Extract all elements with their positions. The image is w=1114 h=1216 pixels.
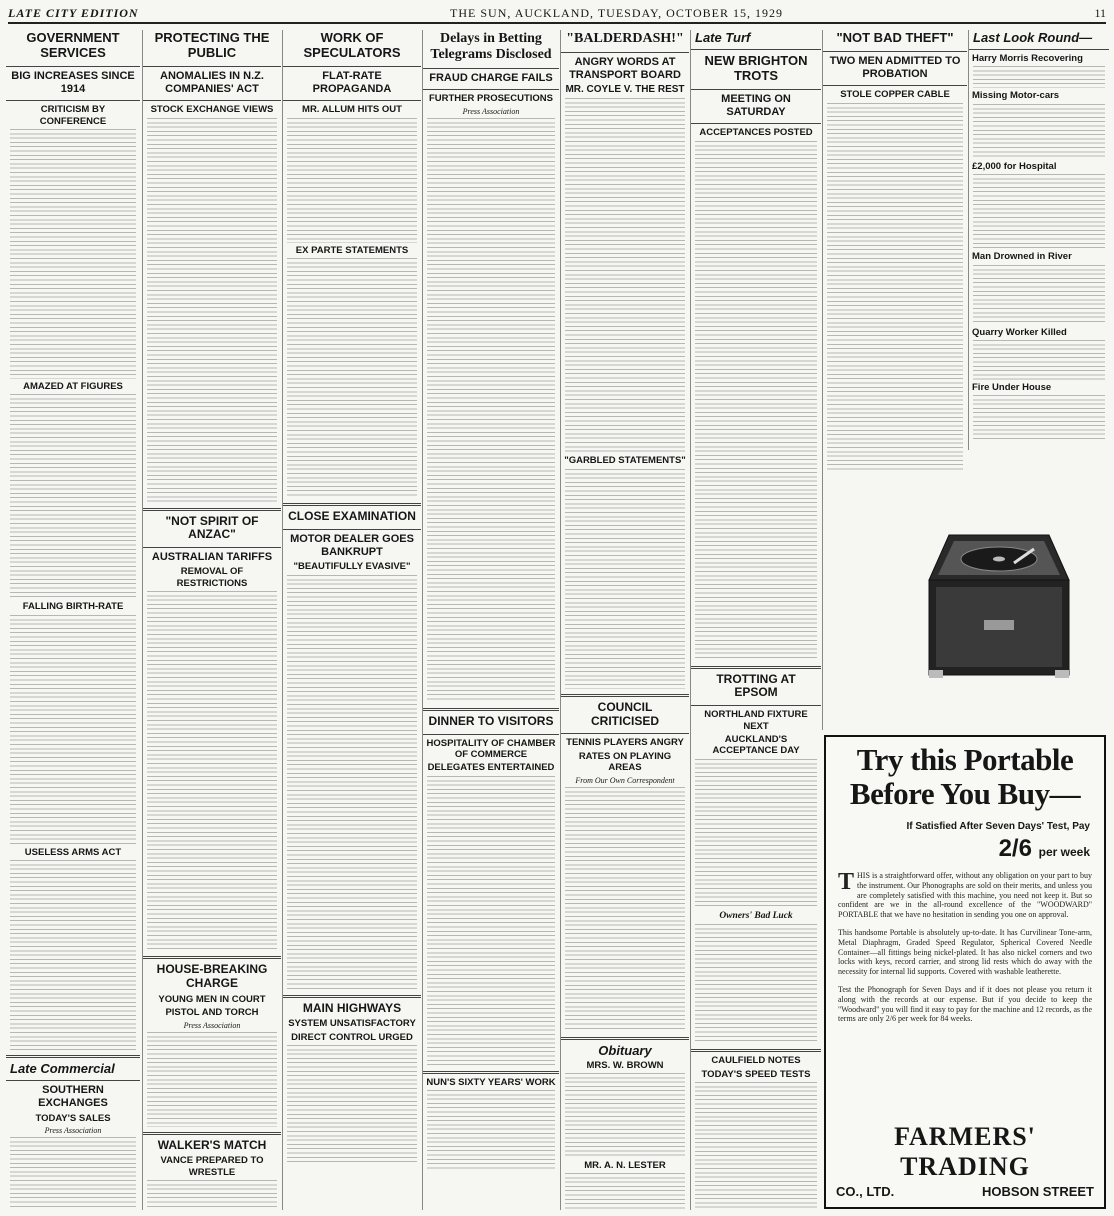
news-item-text [973, 104, 1105, 159]
drop-cap: T [838, 869, 855, 895]
headline: DINNER TO VISITORS [428, 713, 554, 728]
acceptance-lists [695, 141, 817, 661]
article-text [147, 1180, 277, 1210]
company-suffix: CO., LTD. [836, 1184, 895, 1199]
edition-label: LATE CITY EDITION [8, 5, 139, 20]
article-text [565, 1073, 685, 1158]
article-text [565, 787, 685, 1032]
subheadline: MOTOR DEALER GOES BANKRUPT [290, 532, 414, 559]
page-number: 11 [1094, 5, 1106, 20]
ad-paragraph: Test the Phonograph for Seven Days and if it does not please you return it along with the records at our expense. But if you decide to keep the "Woodward" you will find it easy to pay for the machine and 12 records, as the terms are only 2/6 per week for 84 weeks. [838, 984, 1092, 1024]
subheadline: AUCKLAND'S ACCEPTANCE DAY [712, 734, 800, 757]
headline: CLOSE EXAMINATION [288, 509, 416, 524]
ad-paragraph: This handsome Portable is absolutely up-to-date. It has Curvilinear Tone-arm, Metal Diaphragm, Graded Speed Regulator, Spherical Covered Needle Container—all fittings being nickel-plated. It has also nickel corners and two locks with keys, record carrier, and strong lid rests which do away with the necessity for internal lid supports. Covered with washable leatherette. [838, 927, 1092, 977]
subheadline: MEETING ON SATURDAY [721, 92, 791, 119]
ad-price [840, 835, 1090, 863]
article-text [695, 924, 817, 1044]
subheadline: FURTHER PROSECUTIONS [428, 93, 554, 105]
byline: Press Association [44, 1125, 102, 1135]
subheadline: ANGRY WORDS AT TRANSPORT BOARD [569, 56, 681, 82]
subheadline: MR. A. N. LESTER [584, 1160, 666, 1172]
phonograph-advertisement [824, 735, 1106, 1209]
column-last-look-round [968, 30, 1109, 450]
section-label: Obituary [598, 1042, 652, 1058]
subheadline: AUSTRALIAN TARIFFS [151, 551, 273, 564]
column-late-turf [690, 30, 821, 1210]
subheadline: VANCE PREPARED TO WRESTLE [160, 1155, 264, 1178]
article-text [10, 394, 136, 599]
column-government-services [6, 30, 140, 1210]
headline: WALKER'S MATCH [157, 1137, 267, 1152]
headline: NUN'S SIXTY YEARS' WORK [426, 1076, 556, 1088]
article-text [287, 118, 417, 243]
article-text [10, 860, 136, 1050]
column-betting-telegrams [422, 30, 559, 1210]
subheadline: DIRECT CONTROL URGED [291, 1031, 413, 1043]
headline: CAULFIELD NOTES [711, 1055, 801, 1067]
article-text [147, 118, 277, 503]
section-label: Late Turf [695, 30, 751, 45]
article-text [10, 1137, 136, 1207]
article-text [695, 1082, 817, 1210]
news-item-title: Fire Under House [972, 381, 1052, 393]
headline: "BALDERDASH!" [566, 31, 684, 46]
section-label: Late Commercial [10, 1061, 115, 1077]
article-text [10, 129, 136, 379]
ad-paragraph: HIS is a straightforward offer, without any obligation on your part to buy the instrument. Our Phonographs are sold on their merits, and unless you are completely satisfied with this machine, you need not keep it. But so confident are we in the all-round excellence of the "WOODWARD" PORTABLE that we have no hesitation in sending you one on approval. [838, 871, 1092, 920]
headline: PROTECTING THE PUBLIC [154, 30, 270, 60]
ad-footer [836, 1122, 1094, 1199]
subheadline: SYSTEM UNSATISFACTORY [288, 1018, 416, 1030]
subheadline: CRITICISM BY CONFERENCE [39, 104, 107, 127]
column-balderdash [560, 30, 689, 1210]
column-protecting-the-public [142, 30, 281, 1210]
headline: GOVERNMENT SERVICES [26, 30, 120, 60]
news-item-text [973, 174, 1105, 249]
section-heading: AMAZED AT FIGURES [23, 381, 123, 393]
subheadline: MR. ALLUM HITS OUT [302, 104, 402, 116]
article-text [287, 575, 417, 990]
advertiser-address [836, 1184, 1094, 1199]
ad-headline: Try this Portable Before You Buy— [849, 742, 1081, 811]
article-text [287, 1045, 417, 1165]
news-item-text [973, 395, 1105, 440]
section-heading: EX PARTE STATEMENTS [295, 244, 409, 256]
price-value: 2/6 [998, 835, 1032, 862]
article-text [565, 1173, 685, 1210]
article-text [565, 98, 685, 453]
column-work-of-speculators [282, 30, 421, 1210]
news-item-text [973, 340, 1105, 380]
subheadline: BIG INCREASES SINCE 1914 [11, 69, 135, 96]
subheadline: TODAY'S SALES [35, 1112, 111, 1124]
byline: Press Association [183, 1020, 241, 1030]
price-unit: per week [1038, 845, 1090, 859]
section-heading: Owners' Bad Luck [719, 910, 793, 921]
masthead [8, 4, 1106, 24]
subheadline: MR. COYLE V. THE REST [565, 84, 685, 96]
subheadline: HOSPITALITY OF CHAMBER OF COMMERCE [426, 737, 556, 760]
subheadline: NORTHLAND FIXTURE NEXT [704, 709, 808, 732]
paper-title: THE SUN, AUCKLAND, TUESDAY, OCTOBER 15, 1929 [450, 5, 783, 20]
headline: HOUSE-BREAKING CHARGE [156, 962, 268, 990]
subheadline: ACCEPTANCES POSTED [699, 127, 813, 139]
article-text [147, 591, 277, 951]
subheadline: ANOMALIES IN N.Z. COMPANIES' ACT [160, 69, 264, 96]
article-text [427, 776, 555, 1066]
street-address: HOBSON STREET [982, 1184, 1094, 1199]
article-text [10, 615, 136, 845]
news-item-text [973, 265, 1105, 325]
subheadline: STOCK EXCHANGE VIEWS [150, 104, 274, 116]
headline: Delays in Betting Telegrams Disclosed [430, 31, 552, 63]
subheadline: TENNIS PLAYERS ANGRY [566, 737, 684, 749]
section-heading: FALLING BIRTH-RATE [22, 601, 124, 613]
headline: COUNCIL CRITICISED [590, 699, 659, 728]
section-label: Last Look Round— [973, 30, 1093, 45]
article-text [827, 103, 963, 473]
subheadline: MRS. W. BROWN [586, 1059, 664, 1071]
subheadline: PISTOL AND TORCH [165, 1007, 259, 1019]
section-heading: "GARBLED STATEMENTS" [564, 455, 686, 467]
news-item-title: Missing Motor-cars [972, 90, 1060, 102]
article-text [427, 118, 555, 703]
news-item-text [973, 66, 1105, 88]
subheadline: TODAY'S SPEED TESTS [701, 1068, 811, 1080]
subheadline: STOLE COPPER CABLE [840, 89, 950, 101]
subheadline: FLAT-RATE PROPAGANDA [312, 69, 392, 96]
ad-body-text [838, 871, 1092, 920]
headline: WORK OF SPECULATORS [303, 30, 401, 60]
section-heading: USELESS ARMS ACT [24, 846, 122, 858]
ad-subheadline: If Satisfied After Seven Days' Test, Pay [906, 821, 1090, 832]
subheadline: YOUNG MEN IN COURT [158, 993, 266, 1005]
byline: From Our Own Correspondent [575, 775, 675, 785]
article-text [147, 1032, 277, 1127]
article-text [565, 469, 685, 689]
headline: NEW BRIGHTON TROTS [704, 53, 808, 83]
news-item-title: Quarry Worker Killed [972, 326, 1067, 338]
headline: TROTTING AT EPSOM [716, 671, 796, 700]
headline: "NOT SPIRIT OF ANZAC" [165, 513, 259, 542]
subheadline: REMOVAL OF RESTRICTIONS [176, 566, 248, 589]
headline: SOUTHERN EXCHANGES [38, 1084, 108, 1110]
headline: "NOT BAD THEFT" [836, 30, 954, 45]
subheadline: RATES ON PLAYING AREAS [578, 750, 672, 774]
subheadline: "BEAUTIFULLY EVASIVE" [293, 561, 411, 573]
article-text [695, 759, 817, 909]
article-text [427, 1090, 555, 1170]
news-item-title: Harry Morris Recovering [972, 53, 1083, 64]
subheadline: DELEGATES ENTERTAINED [427, 762, 555, 774]
news-item-title: Man Drowned in River [972, 251, 1072, 263]
subheadline: TWO MEN ADMITTED TO PROBATION [829, 54, 961, 81]
news-item-title: £2,000 for Hospital [972, 160, 1057, 172]
subheadline: FRAUD CHARGE FAILS [429, 72, 553, 85]
byline: Press Association [462, 106, 520, 116]
article-text [287, 258, 417, 498]
advertiser-name: FARMERS' TRADING [894, 1122, 1036, 1181]
phonograph-illustration [924, 485, 1074, 705]
headline: MAIN HIGHWAYS [302, 1000, 402, 1015]
